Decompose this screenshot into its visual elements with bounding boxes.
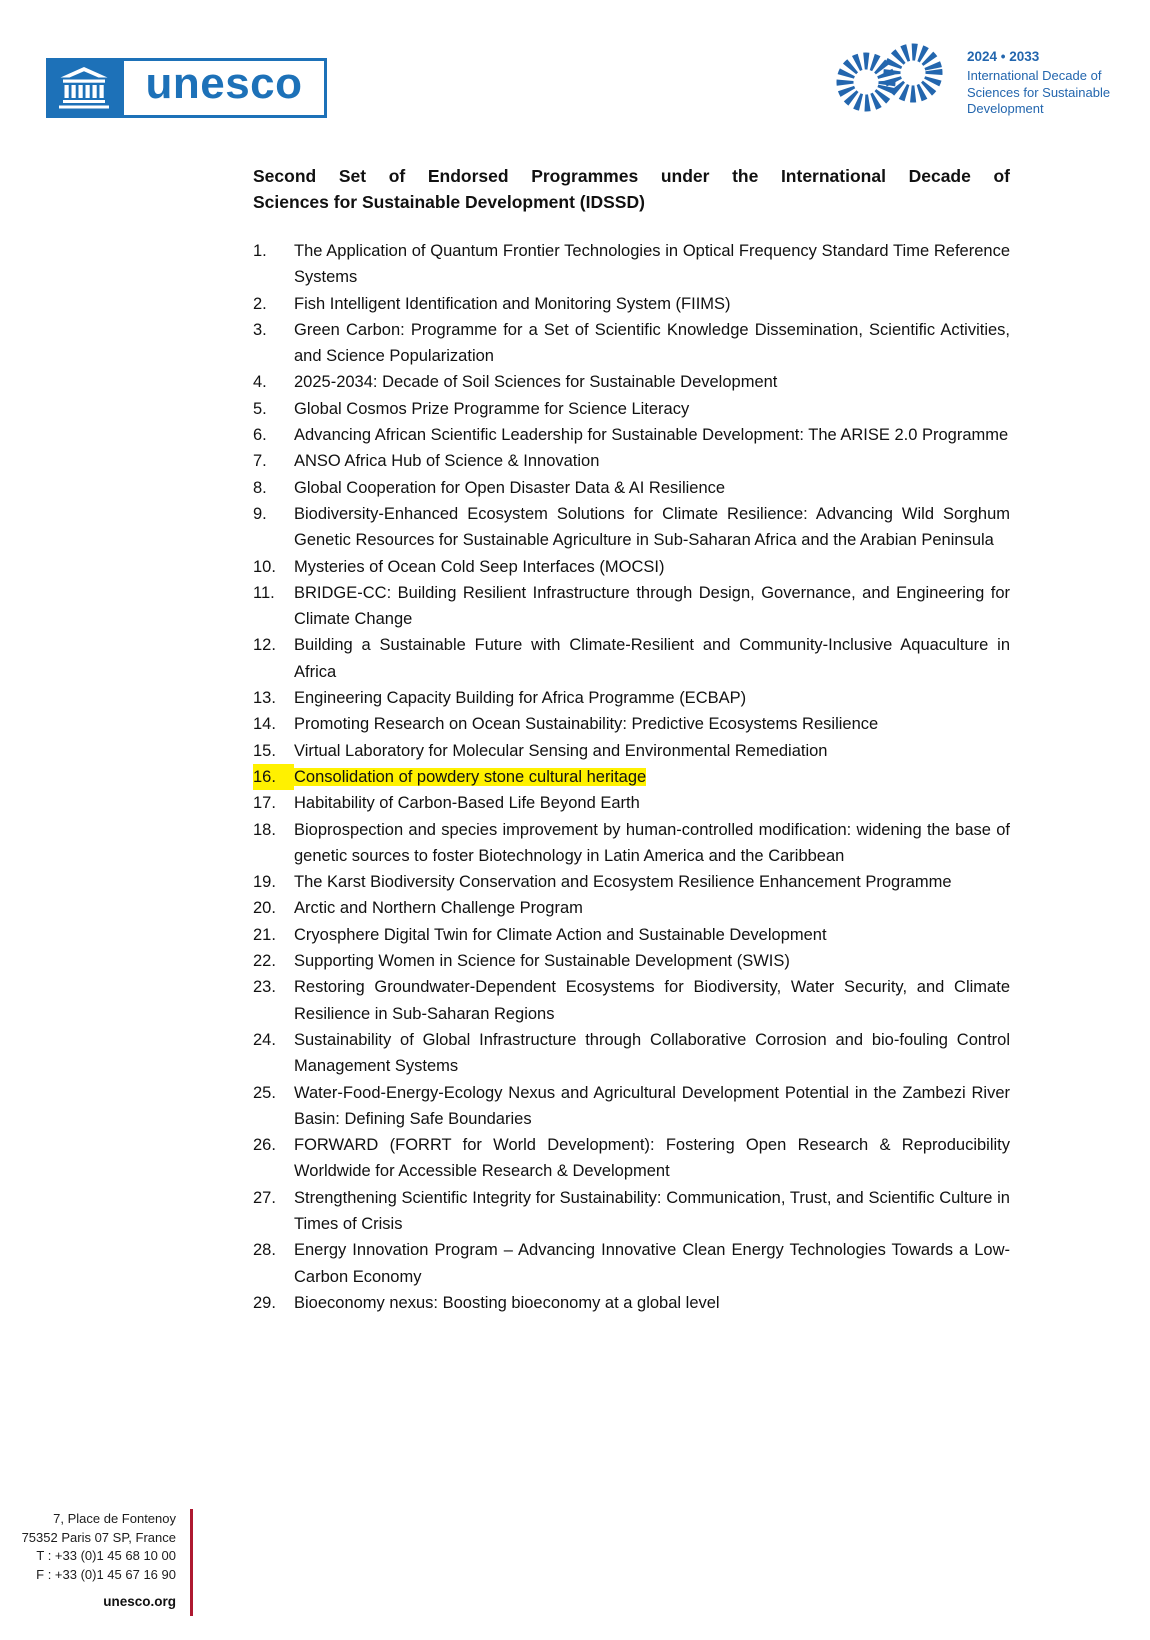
item-text-inner: Energy Innovation Program – Advancing Innovative Clean Energy Technologies Towards a Low-Carbon Economy bbox=[294, 1241, 1010, 1286]
item-text-inner: Promoting Research on Ocean Sustainability: Predictive Ecosystems Resilience bbox=[294, 715, 879, 734]
item-number: 19. bbox=[253, 873, 276, 892]
item-text-inner: Fish Intelligent Identification and Monitoring System (FIIMS) bbox=[294, 294, 731, 313]
list-item bbox=[253, 790, 1010, 816]
item-text bbox=[294, 817, 1010, 870]
list-item bbox=[253, 1132, 1010, 1185]
idssd-text bbox=[967, 42, 1110, 118]
footer-address bbox=[0, 1510, 176, 1612]
footer-fax-line: F : +33 (0)1 45 67 16 90 bbox=[36, 1566, 176, 1582]
list-item bbox=[253, 948, 1010, 974]
item-number: 15. bbox=[253, 741, 276, 760]
item-number: 3. bbox=[253, 320, 267, 339]
list-item bbox=[253, 317, 1010, 370]
item-text-inner: Arctic and Northern Challenge Program bbox=[294, 899, 583, 918]
footer-website: unesco.org bbox=[103, 1594, 176, 1609]
item-text bbox=[294, 291, 1010, 317]
item-text-inner: Water-Food-Energy-Ecology Nexus and Agricultural Development Potential in the Zambezi River Basin: Defining Safe Boundaries bbox=[294, 1083, 1010, 1128]
item-number: 26. bbox=[253, 1136, 276, 1155]
list-item bbox=[253, 685, 1010, 711]
item-text bbox=[294, 475, 1010, 501]
list-item bbox=[253, 291, 1010, 317]
programme-list bbox=[253, 238, 1010, 1316]
idssd-years: 2024 • 2033 bbox=[967, 49, 1040, 64]
list-item bbox=[253, 475, 1010, 501]
item-number: 2. bbox=[253, 294, 267, 313]
item-text bbox=[294, 501, 1010, 554]
list-item bbox=[253, 1080, 1010, 1133]
item-text bbox=[294, 1185, 1010, 1238]
unesco-wordmark-text: unesco bbox=[145, 59, 303, 108]
list-item bbox=[253, 501, 1010, 554]
item-text bbox=[294, 422, 1010, 448]
idssd-title-line: Development bbox=[967, 101, 1044, 116]
item-text bbox=[294, 948, 1010, 974]
list-item bbox=[253, 554, 1010, 580]
item-text-inner: The Karst Biodiversity Conservation and Ecosystem Resilience Enhancement Programme bbox=[294, 873, 952, 892]
item-text-inner: Virtual Laboratory for Molecular Sensing and Environmental Remediation bbox=[294, 741, 828, 760]
item-text bbox=[294, 317, 1010, 370]
footer-phone-line: T : +33 (0)1 45 68 10 00 bbox=[36, 1548, 176, 1563]
item-number: 11. bbox=[253, 583, 275, 602]
unesco-temple-icon bbox=[46, 58, 121, 118]
item-number: 22. bbox=[253, 952, 276, 971]
item-text-inner: Advancing African Scientific Leadership for Sustainable Development: The ARISE 2.0 Programme bbox=[294, 426, 1009, 445]
item-text-inner: Engineering Capacity Building for Africa Programme (ECBAP) bbox=[294, 689, 747, 708]
list-item bbox=[253, 1237, 1010, 1290]
item-number: 23. bbox=[253, 978, 276, 997]
item-text-inner: Sustainability of Global Infrastructure through Collaborative Corrosion and bio-fouling Control Management Systems bbox=[294, 1030, 1010, 1076]
item-text-inner: Bioprospection and species improvement by human-controlled modification: widening the base of genetic sources to foster Biotechnology in Latin America and the Caribbean bbox=[294, 820, 1010, 865]
list-item bbox=[253, 369, 1010, 395]
item-text bbox=[294, 1027, 1010, 1080]
item-text bbox=[294, 738, 1010, 764]
item-number: 10. bbox=[253, 557, 276, 576]
list-item bbox=[253, 238, 1010, 291]
item-number: 6. bbox=[253, 426, 267, 445]
item-text-inner: The Application of Quantum Frontier Technologies in Optical Frequency Standard Time Reference Systems bbox=[294, 242, 1010, 287]
item-number: 9. bbox=[253, 504, 267, 523]
item-text-inner: Green Carbon: Programme for a Set of Scientific Knowledge Dissemination, Scientific Activities, and Science Popularization bbox=[294, 320, 1010, 366]
list-item bbox=[253, 869, 1010, 895]
list-item bbox=[253, 422, 1010, 448]
footer-address-line: 75352 Paris 07 SP, France bbox=[21, 1529, 176, 1545]
idssd-logo bbox=[836, 42, 1110, 125]
item-text-inner: Cryosphere Digital Twin for Climate Action and Sustainable Development bbox=[294, 925, 827, 944]
document-content bbox=[253, 163, 1010, 1316]
page-title bbox=[253, 163, 1010, 215]
item-number: 7. bbox=[253, 452, 267, 471]
page-title-line: Sciences for Sustainable Development (IDSSD) bbox=[253, 192, 645, 212]
idssd-burst-icon bbox=[836, 42, 954, 125]
item-number: 1. bbox=[253, 242, 267, 260]
list-item bbox=[253, 922, 1010, 948]
item-number: 21. bbox=[253, 925, 276, 944]
list-item bbox=[253, 764, 1010, 790]
list-item bbox=[253, 448, 1010, 474]
list-item bbox=[253, 1027, 1010, 1080]
item-text-inner: Bioeconomy nexus: Boosting bioeconomy at a global level bbox=[294, 1293, 720, 1312]
idssd-title-line: Sciences for Sustainable bbox=[967, 84, 1111, 100]
unesco-logo bbox=[46, 58, 327, 118]
item-number: 13. bbox=[253, 689, 276, 708]
item-text bbox=[294, 1132, 1010, 1185]
item-text bbox=[294, 1290, 1010, 1316]
item-text-inner: Restoring Groundwater-Dependent Ecosystems for Biodiversity, Water Security, and Climate Resilience in Sub-Saharan Regions bbox=[294, 978, 1010, 1023]
item-text bbox=[294, 448, 1010, 474]
item-text-inner: Global Cosmos Prize Programme for Science Literacy bbox=[294, 399, 690, 418]
list-item bbox=[253, 632, 1010, 685]
item-text-inner: Consolidation of powdery stone cultural heritage bbox=[294, 767, 647, 786]
item-number: 12. bbox=[253, 636, 276, 655]
item-number: 18. bbox=[253, 820, 276, 839]
unesco-wordmark bbox=[121, 58, 327, 118]
item-number: 25. bbox=[253, 1083, 276, 1102]
list-item bbox=[253, 1290, 1010, 1316]
item-text bbox=[294, 396, 1010, 422]
item-text bbox=[294, 554, 1010, 580]
item-text bbox=[294, 974, 1010, 1027]
item-text-inner: Mysteries of Ocean Cold Seep Interfaces (MOCSI) bbox=[294, 557, 665, 576]
item-number: 29. bbox=[253, 1293, 276, 1312]
item-number: 20. bbox=[253, 899, 276, 918]
item-text-inner: FORWARD (FORRT for World Development): Fostering Open Research & Reproducibility Worldwide for Accessible Research & Development bbox=[294, 1136, 1010, 1181]
item-text-inner: BRIDGE-CC: Building Resilient Infrastructure through Design, Governance, and Engineering for Climate Change bbox=[294, 583, 1010, 629]
idssd-title-line: International Decade of bbox=[967, 68, 1102, 83]
item-text-inner: Strengthening Scientific Integrity for Sustainability: Communication, Trust, and Scientific Culture in Times of Crisis bbox=[294, 1188, 1010, 1233]
list-item bbox=[253, 1185, 1010, 1238]
item-text bbox=[294, 869, 1010, 895]
item-number: 4. bbox=[253, 373, 267, 392]
list-item bbox=[253, 817, 1010, 870]
item-text bbox=[294, 895, 1010, 921]
item-text bbox=[294, 1237, 1010, 1290]
item-text bbox=[294, 580, 1010, 633]
item-number: 27. bbox=[253, 1188, 276, 1207]
item-text bbox=[294, 1080, 1010, 1133]
item-text-inner: Habitability of Carbon-Based Life Beyond Earth bbox=[294, 794, 640, 813]
list-item bbox=[253, 396, 1010, 422]
list-item bbox=[253, 580, 1010, 633]
list-item bbox=[253, 974, 1010, 1027]
item-text bbox=[294, 711, 1010, 737]
item-text-inner: Supporting Women in Science for Sustainable Development (SWIS) bbox=[294, 952, 790, 971]
item-number: 28. bbox=[253, 1241, 276, 1260]
item-text-inner: 2025-2034: Decade of Soil Sciences for Sustainable Development bbox=[294, 373, 778, 392]
item-text-inner: Building a Sustainable Future with Climate-Resilient and Community-Inclusive Aquaculture in Africa bbox=[294, 636, 1010, 681]
item-text-inner: Biodiversity-Enhanced Ecosystem Solutions for Climate Resilience: Advancing Wild Sorghum Genetic Resources for Sustainable Agriculture in Sub-Saharan Africa and the Arabian Peninsula bbox=[294, 504, 1010, 550]
item-text-inner: ANSO Africa Hub of Science & Innovation bbox=[294, 452, 600, 471]
item-number: 5. bbox=[253, 399, 267, 418]
item-number: 14. bbox=[253, 715, 276, 734]
item-text bbox=[294, 632, 1010, 685]
item-text bbox=[294, 369, 1010, 395]
item-number: 8. bbox=[253, 478, 267, 497]
item-text bbox=[294, 764, 1010, 790]
footer-red-rule bbox=[190, 1509, 193, 1616]
item-text bbox=[294, 238, 1010, 291]
item-text bbox=[294, 790, 1010, 816]
page-title-line: Second Set of Endorsed Programmes under the International Decade of bbox=[253, 166, 1010, 186]
item-number: 17. bbox=[253, 794, 276, 813]
list-item bbox=[253, 711, 1010, 737]
list-item bbox=[253, 738, 1010, 764]
footer-address-line: 7, Place de Fontenoy bbox=[53, 1511, 176, 1526]
item-text-inner: Global Cooperation for Open Disaster Data & AI Resilience bbox=[294, 478, 726, 497]
item-number: 16. bbox=[253, 764, 294, 790]
list-item bbox=[253, 895, 1010, 921]
item-text bbox=[294, 922, 1010, 948]
item-text bbox=[294, 685, 1010, 711]
item-number: 24. bbox=[253, 1030, 276, 1049]
